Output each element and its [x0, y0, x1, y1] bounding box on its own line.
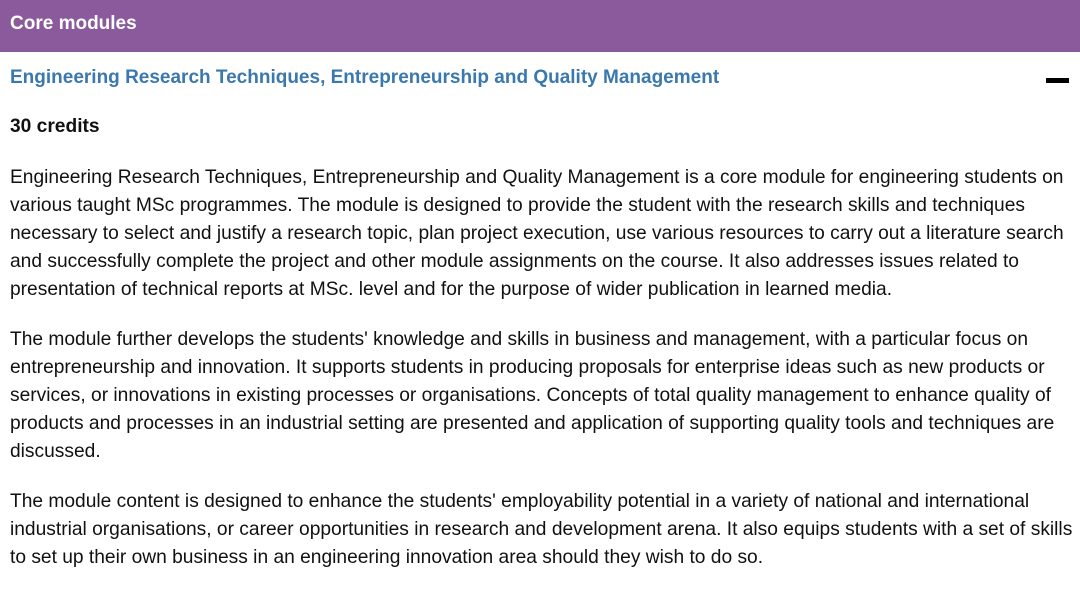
module-credits: 30 credits	[10, 116, 100, 137]
module-description-paragraph: Engineering Research Techniques, Entrepreneurship and Quality Management is a core module for engineering students on various taught MSc programmes. The module is designed to provide the student with the research skills and techniques necessary to select and justify a research topic, plan project execution, use various resources to carry out a literature search and successfully complete the project and other module assignments on the course. It also addresses issues related to presentation of technical reports at MSc. level and for the purpose of wider publication in learned media.	[10, 167, 1064, 300]
module-title[interactable]: Engineering Research Techniques, Entrepreneurship and Quality Management	[10, 67, 720, 88]
section-title: Core modules	[10, 13, 137, 34]
minus-icon[interactable]	[1046, 78, 1069, 83]
module-description-paragraph: The module content is designed to enhance the students' employability potential in a variety of national and international industrial organisations, or career opportunities in research and development arena. It also equips students with a set of skills to set up their own business in an engineering innovation area should they wish to do so.	[10, 491, 1073, 568]
module-content	[10, 112, 1076, 594]
module-accordion-toggle[interactable]	[0, 52, 1080, 106]
module-description-paragraph: The module further develops the students' knowledge and skills in business and management, with a particular focus on entrepreneurship and innovation. It supports students in producing proposals for enterprise ideas such as new products or services, or innovations in existing processes or organisations. Concepts of total quality management to enhance quality of products and processes in an industrial setting are presented and application of supporting quality tools and techniques are discussed.	[10, 329, 1055, 462]
section-header	[0, 0, 1080, 52]
